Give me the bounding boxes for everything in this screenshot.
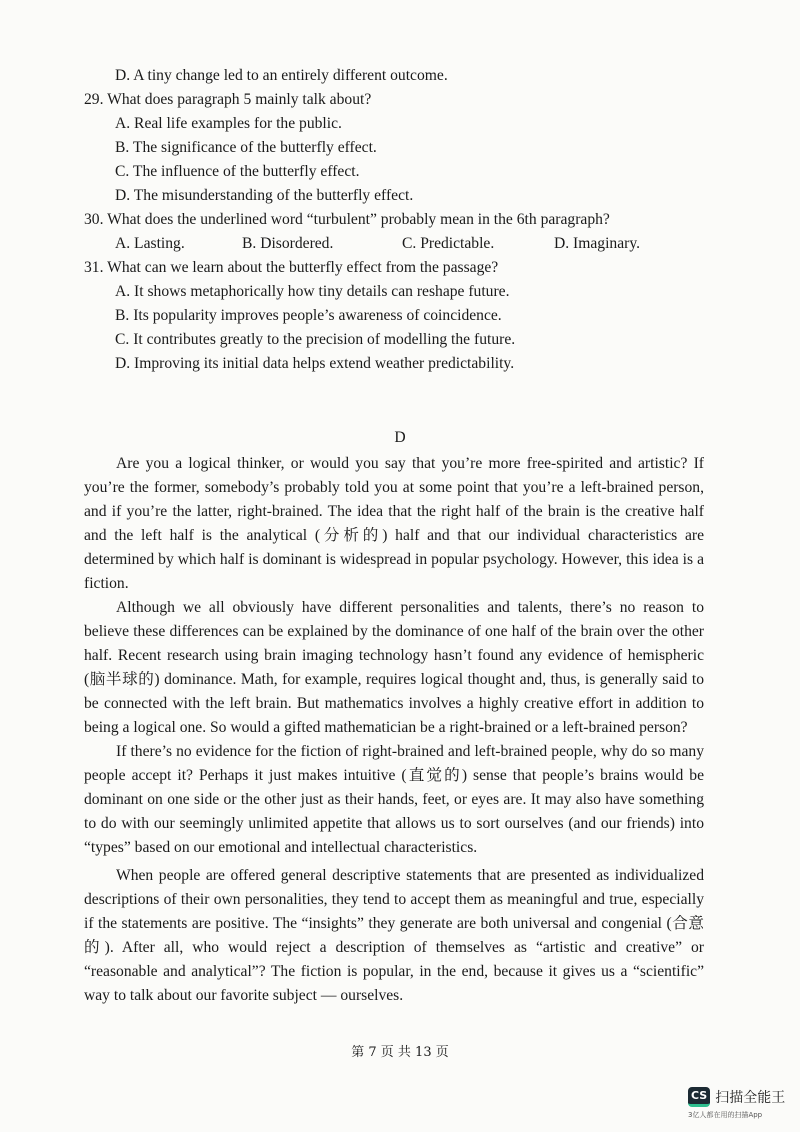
q30-option-b: B. Disordered.: [242, 235, 334, 252]
paragraph-3: If there’s no evidence for the fiction of right-brained and left-brained people, why do so many people accept it? Perhaps it just makes intuitive (直觉的) sense that people’s brains would be dominant on one side or the other just as their hands, feet, or eyes are. It may also have something to do with our seemingly unlimited appetite that allows us to sort ourselves (and our friends) into “types” based on our emotional and intellectual characteristics.: [84, 743, 704, 856]
q29-stem: 29. What does paragraph 5 mainly talk about?: [84, 91, 372, 108]
passage: [84, 452, 704, 1008]
watermark-name: 扫描全能王: [715, 1090, 786, 1106]
paragraph-2: Although we all obviously have different personalities and talents, there’s no reason to believe these differences can be explained by the dominance of one half of the brain over the other half. Recent research using brain imaging technology hasn’t found any evidence of hemispheric (脑半球的) dominance. Math, for example, requires logical thought and, thus, is generally said to be connected with the left brain. But mathematics involves a highly creative effort in addition to being a logical one. So would a gifted mathematician be a right-brained or a left-brained person?: [84, 599, 704, 736]
q28-option-d: D. A tiny change led to an entirely different outcome.: [115, 67, 448, 84]
q30-option-c: C. Predictable.: [402, 235, 495, 252]
q29-option-d: D. The misunderstanding of the butterfly effect.: [115, 187, 414, 204]
questions-block: [84, 64, 714, 376]
section-heading: D: [394, 429, 406, 446]
q30-option-a: A. Lasting.: [115, 235, 185, 252]
q31-option-b: B. Its popularity improves people’s awareness of coincidence.: [115, 307, 502, 324]
q31-stem: 31. What can we learn about the butterfly effect from the passage?: [84, 259, 499, 276]
q30-option-d: D. Imaginary.: [554, 235, 641, 252]
q30-stem: 30. What does the underlined word “turbulent” probably mean in the 6th paragraph?: [84, 211, 610, 228]
scanner-watermark: [688, 1087, 798, 1120]
camscanner-logo-icon: CS: [688, 1087, 710, 1107]
q31-option-c: C. It contributes greatly to the precision of modelling the future.: [115, 331, 516, 348]
q30-options: [84, 232, 714, 256]
paragraph-1: Are you a logical thinker, or would you say that you’re more free-spirited and artistic? If you’re the former, somebody’s probably told you at some point that you’re a left-brained person, and if you’re the latter, right-brained. The idea that the right half of the brain is the creative half and the left half is the analytical (分析的) half and that our individual characteristics are determined by which half is dominant is widespread in popular psychology. However, this idea is a fiction.: [84, 455, 704, 592]
q29-option-c: C. The influence of the butterfly effect.: [115, 163, 360, 180]
paragraph-4: When people are offered general descriptive statements that are presented as individualized descriptions of their own personalities, they tend to accept them as meaningful and true, especially if the statements are positive. The “insights” they generate are both universal and congenial (合意的). After all, who would reject a description of themselves as “artistic and creative” or “reasonable and analytical”? The fiction is popular, in the end, because it gives us a “scientific” way to talk about our favorite subject — ourselves.: [84, 867, 704, 1004]
q29-option-a: A. Real life examples for the public.: [115, 115, 342, 132]
q31-option-a: A. It shows metaphorically how tiny details can reshape future.: [115, 283, 510, 300]
watermark-tagline: 3亿人都在用的扫描App: [688, 1111, 763, 1119]
q29-option-b: B. The significance of the butterfly effect.: [115, 139, 377, 156]
q31-option-d: D. Improving its initial data helps extend weather predictability.: [115, 355, 515, 372]
page-number: 第 7 页 共 13 页: [351, 1045, 449, 1060]
